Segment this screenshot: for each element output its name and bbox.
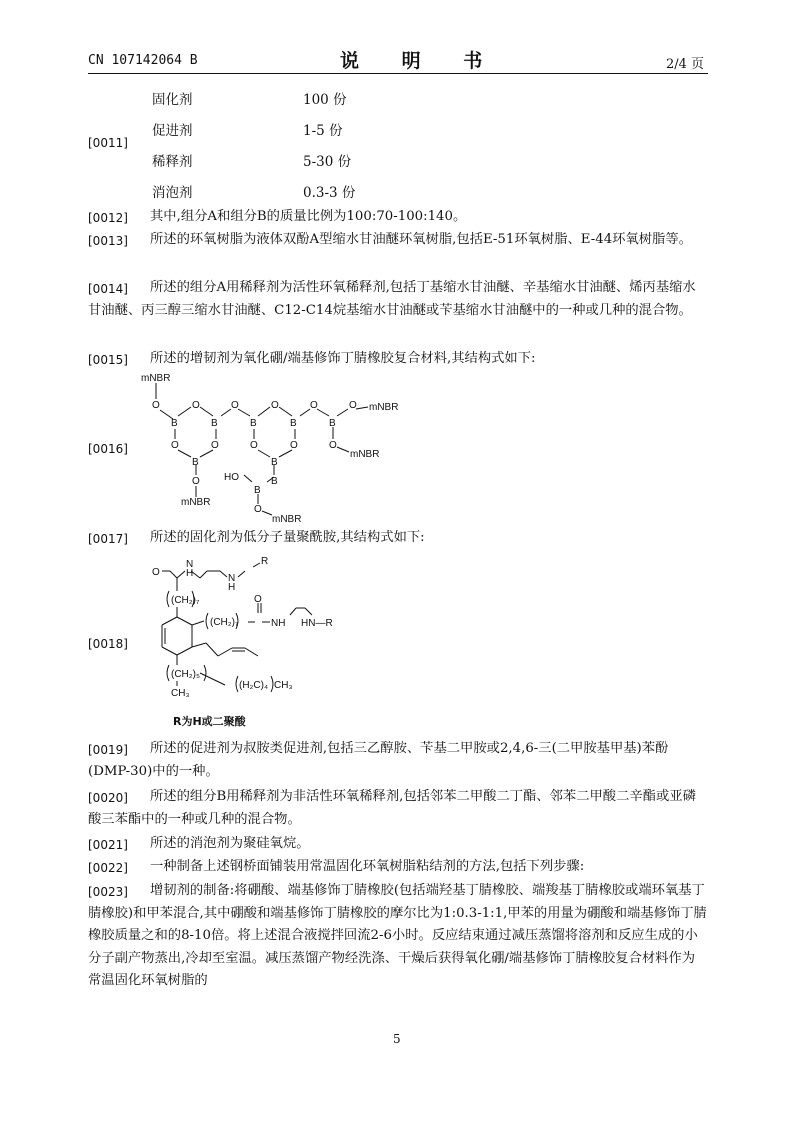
formula-name: 促进剂 — [152, 123, 193, 139]
paragraph-tag: [0017] — [88, 532, 128, 546]
svg-text:O: O — [310, 400, 318, 411]
paragraph: 所述的促进剂为叔胺类促进剂,包括三乙醇胺、苄基二甲胺或2,4,6-三(二甲胺基甲基)苯酚(DMP-30)中的一种。 — [88, 741, 669, 779]
svg-text:O: O — [329, 440, 337, 451]
formula-name: 固化剂 — [152, 92, 193, 108]
paragraph: 增韧剂的制备:将硼酸、端基修饰丁腈橡胶(包括端羟基丁腈橡胶、端羧基丁腈橡胶或端环氧基丁腈橡胶)和甲苯混合,其中硼酸和端基修饰丁腈橡胶的摩尔比为1:0.3-1:1,甲苯的用量为硼酸和端基修饰丁腈橡胶质量之和的8-10倍。将上述混合液搅拌回流2-6小时。反应结束通过减压蒸馏将溶剂和反应生成的小分子副产物蒸出,冷却至室温。减压蒸馏产物经洗涤、干燥后获得氧化硼/端基修饰丁腈橡胶复合材料作为常温固化环氧树脂的 — [88, 883, 707, 988]
polyamide-structure — [140, 555, 370, 707]
paragraph-tag: [0021] — [88, 838, 128, 852]
svg-text:O: O — [192, 400, 200, 411]
paragraph-tag: [0014] — [88, 282, 128, 296]
page-indicator: 2/4 页 — [666, 57, 705, 72]
formula-amount: 0.3-3 份 — [303, 185, 356, 201]
paragraph: 所述的组分A用稀释剂为活性环氧稀释剂,包括丁基缩水甘油醚、辛基缩水甘油醚、烯丙基缩水甘油醚、丙三醇三缩水甘油醚、C12-C14烷基缩水甘油醚或苄基缩水甘油醚中的一种或几种的混合物。 — [88, 280, 696, 318]
svg-text:H: H — [228, 582, 236, 593]
paragraph: 一种制备上述钢桥面铺装用常温固化环氧树脂粘结剂的方法,包括下列步骤: — [150, 859, 585, 874]
svg-text:O: O — [271, 400, 279, 411]
svg-text:B: B — [250, 418, 257, 429]
paragraph: 所述的消泡剂为聚硅氧烷。 — [150, 836, 310, 851]
paragraph: 其中,组分A和组分B的质量比例为100:70-100:140。 — [150, 209, 467, 224]
paragraph-tag: [0013] — [88, 234, 128, 248]
paragraph-tag: [0012] — [88, 211, 128, 225]
svg-text:B: B — [192, 457, 199, 468]
svg-text:HN—R: HN—R — [301, 618, 333, 629]
svg-text:O: O — [152, 567, 160, 578]
svg-text:O: O — [152, 400, 160, 411]
svg-text:O: O — [171, 440, 179, 451]
svg-text:HO: HO — [224, 472, 239, 483]
svg-text:O: O — [290, 440, 298, 451]
paragraph-tag: [0022] — [88, 861, 128, 875]
patent-number: CN 107142064 B — [88, 53, 198, 68]
svg-text:(CH₂)₇: (CH₂)₇ — [210, 617, 239, 628]
formula-amount: 1-5 份 — [303, 123, 343, 139]
svg-text:B: B — [271, 476, 278, 487]
svg-text:O: O — [254, 504, 262, 515]
svg-text:B: B — [329, 418, 336, 429]
svg-text:NH: NH — [271, 618, 286, 629]
paragraph: 所述的增韧剂为氧化硼/端基修饰丁腈橡胶复合材料,其结构式如下: — [150, 351, 536, 366]
page-title: 说 明 书 — [340, 50, 501, 72]
formula-amount: 100 份 — [303, 92, 347, 108]
mnbr-label: mNBR — [181, 497, 211, 508]
svg-text:B: B — [211, 418, 218, 429]
paragraph: 所述的环氧树脂为液体双酚A型缩水甘油醚环氧树脂,包括E-51环氧树脂、E-44环氧树脂等。 — [150, 232, 692, 247]
page-number: 5 — [393, 1032, 401, 1046]
svg-text:O: O — [211, 440, 219, 451]
mnbr-label: mNBR — [350, 449, 380, 460]
svg-text:O: O — [192, 476, 200, 487]
paragraph-tag: [0016] — [88, 442, 128, 456]
figure-caption: R为H或二聚酸 — [173, 715, 246, 728]
paragraph-tag: [0020] — [88, 791, 128, 805]
svg-text:B: B — [171, 418, 178, 429]
svg-text:B: B — [271, 457, 278, 468]
paragraph-tag: [0011] — [88, 136, 128, 150]
svg-text:O: O — [254, 594, 262, 605]
svg-text:CH₃: CH₃ — [274, 680, 293, 691]
svg-text:N: N — [186, 559, 194, 570]
svg-text:(CH₂)₇: (CH₂)₇ — [171, 595, 200, 606]
svg-text:B: B — [290, 418, 297, 429]
paragraph-tag: [0015] — [88, 353, 128, 367]
paragraph-tag: [0018] — [88, 637, 128, 651]
svg-text:O: O — [250, 440, 258, 451]
svg-text:R: R — [261, 556, 269, 567]
svg-text:O: O — [349, 400, 357, 411]
header-rule — [88, 73, 708, 74]
svg-text:H: H — [186, 568, 194, 579]
formula-name: 消泡剂 — [152, 185, 193, 201]
paragraph-tag: [0023] — [88, 885, 128, 899]
formula-amount: 5-30 份 — [303, 154, 352, 170]
formula-name: 稀释剂 — [152, 154, 193, 170]
mnbr-label: mNBR — [141, 373, 171, 384]
paragraph: 所述的组分B用稀释剂为非活性环氧稀释剂,包括邻苯二甲酸二丁酯、邻苯二甲酸二辛酯或亚磷酸三苯酯中的一种或几种的混合物。 — [88, 789, 696, 827]
svg-text:CH₃: CH₃ — [171, 688, 190, 699]
svg-text:(CH₂)₅: (CH₂)₅ — [171, 669, 201, 680]
paragraph: 所述的固化剂为低分子量聚酰胺,其结构式如下: — [150, 530, 425, 545]
svg-text:B: B — [254, 485, 261, 496]
boroxine-nbr-structure — [140, 372, 420, 524]
mnbr-label: mNBR — [369, 402, 399, 413]
mnbr-label: mNBR — [272, 514, 302, 524]
svg-text:(H₂C)₄: (H₂C)₄ — [239, 680, 269, 691]
svg-text:N: N — [228, 573, 236, 584]
svg-text:O: O — [231, 400, 239, 411]
paragraph-tag: [0019] — [88, 743, 128, 757]
